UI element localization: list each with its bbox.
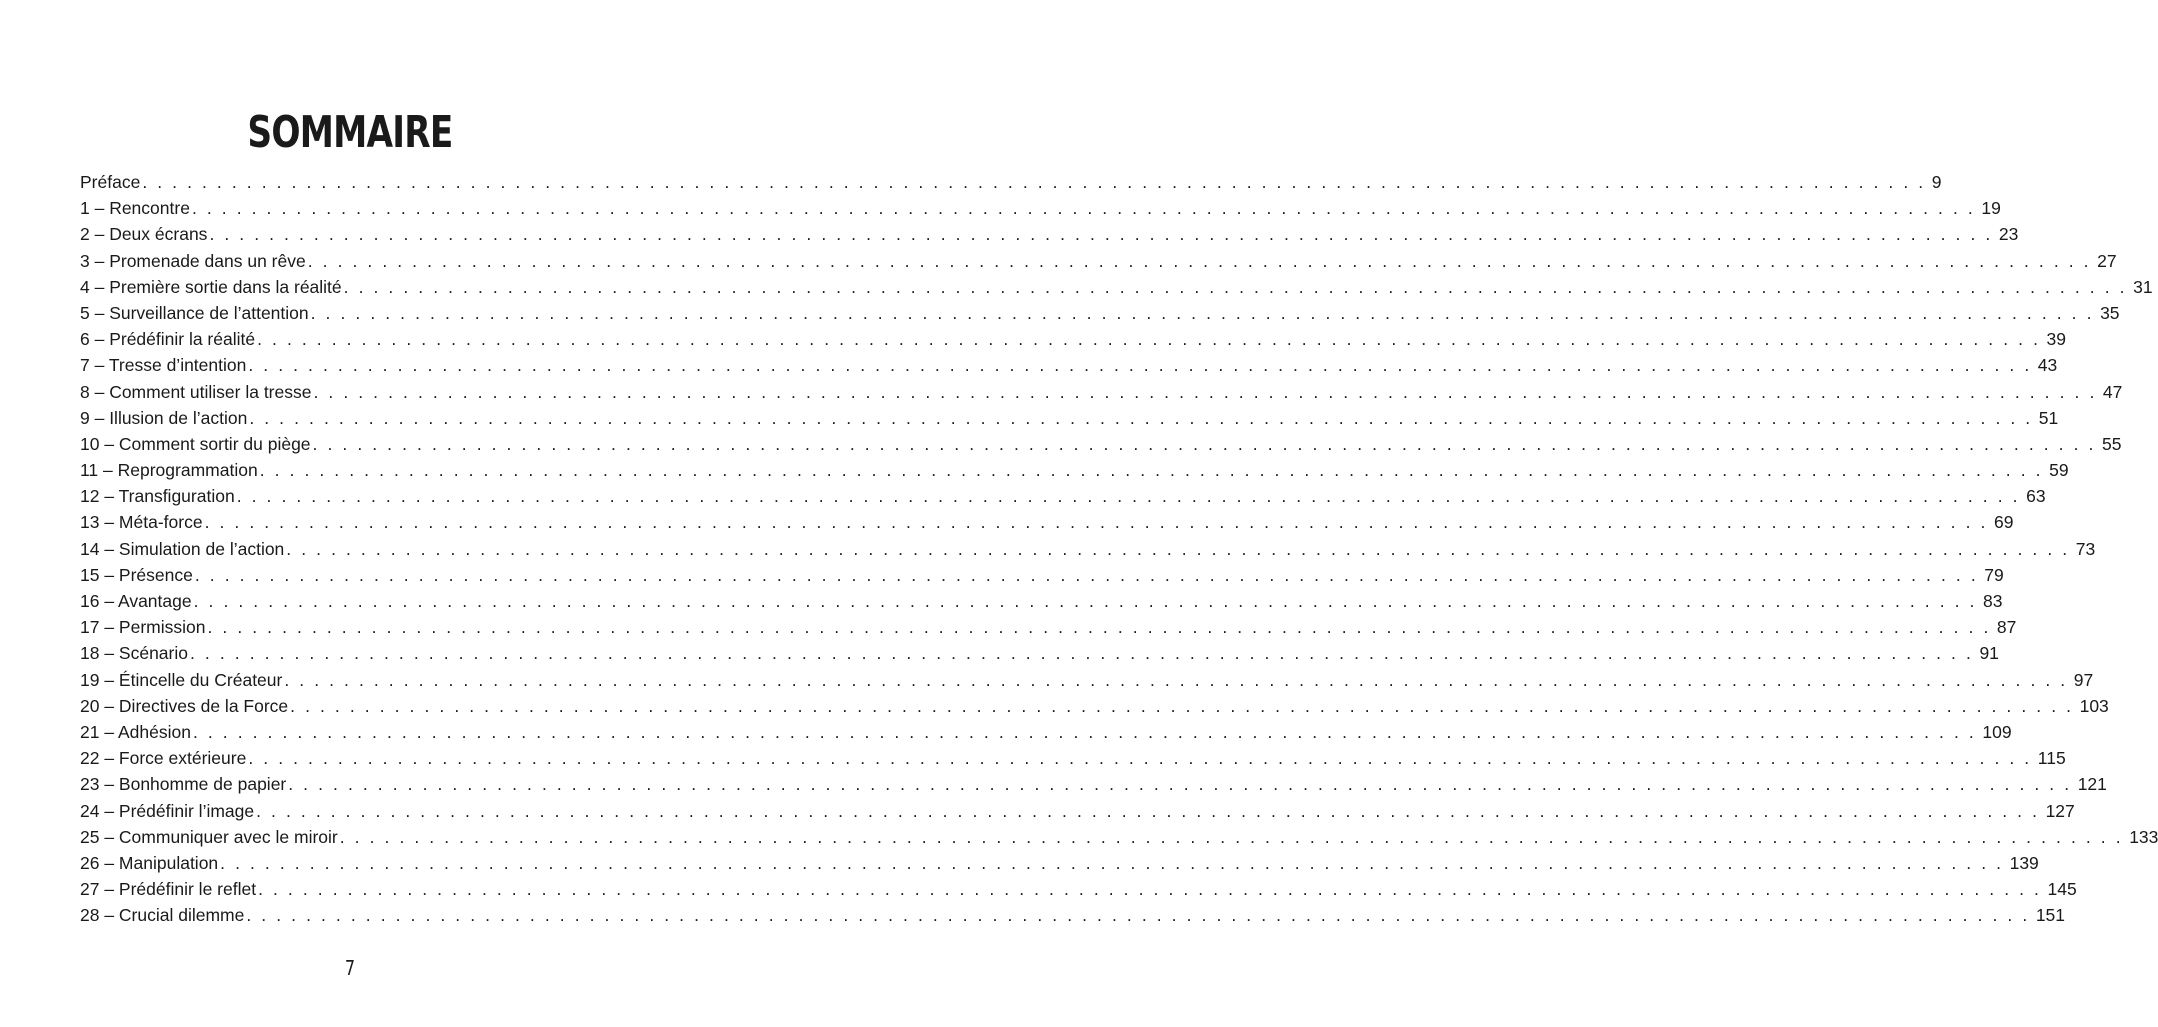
dot-leader: . . . . . . . . . . . . . . . . . . . . . . . . . . . . . . . . . . . . . . . . . . . . . . . . . . . . . . . . . . . . . . . . . . . . . . . . . . . . . . . . . . . . . . . . . . . . . . . . . . . . . . . . . . . . . . . . . . . . . . . . <box>310 302 2095 323</box>
dot-leader: . . . . . . . . . . . . . . . . . . . . . . . . . . . . . . . . . . . . . . . . . . . . . . . . . . . . . . . . . . . . . . . . . . . . . . . . . . . . . . . . . . . . . . . . . . . . . . . . . . . . . . . . . . . . . . . . . . . . . . . . <box>257 329 2041 350</box>
dot-leader: . . . . . . . . . . . . . . . . . . . . . . . . . . . . . . . . . . . . . . . . . . . . . . . . . . . . . . . . . . . . . . . . . . . . . . . . . . . . . . . . . . . . . . . . . . . . . . . . . . . . . . . . . . . . . . . . . . . . . . . . <box>307 250 2092 271</box>
toc-entry-label: 12 – Transfiguration <box>80 486 235 507</box>
dot-leader: . . . . . . . . . . . . . . . . . . . . . . . . . . . . . . . . . . . . . . . . . . . . . . . . . . . . . . . . . . . . . . . . . . . . . . . . . . . . . . . . . . . . . . . . . . . . . . . . . . . . . . . . . . . . . . . . . . . . . . . . <box>248 355 2032 376</box>
page-title: SOMMAIRE <box>247 107 453 159</box>
toc-entry-page: 73 <box>2075 538 2096 559</box>
toc-entry <box>80 719 2012 745</box>
dot-leader: . . . . . . . . . . . . . . . . . . . . . . . . . . . . . . . . . . . . . . . . . . . . . . . . . . . . . . . . . . . . . . . . . . . . . . . . . . . . . . . . . . . . . . . . . . . . . . . . . . . . . . . . . . . . . . . . . . . . . . . . <box>258 879 2042 900</box>
toc-entry <box>80 352 2058 378</box>
dot-leader: . . . . . . . . . . . . . . . . . . . . . . . . . . . . . . . . . . . . . . . . . . . . . . . . . . . . . . . . . . . . . . . . . . . . . . . . . . . . . . . . . . . . . . . . . . . . . . . . . . . . . . . . . . . . . . . . . . . . . . . . <box>190 643 1974 664</box>
toc-entry <box>80 850 2039 876</box>
toc-entry-page: 83 <box>1983 591 2003 611</box>
dot-leader: . . . . . . . . . . . . . . . . . . . . . . . . . . . . . . . . . . . . . . . . . . . . . . . . . . . . . . . . . . . . . . . . . . . . . . . . . . . . . . . . . . . . . . . . . . . . . . . . . . . . . . . . . . . . . . . . . . . . . . . . <box>249 407 2033 428</box>
toc-entry-label: 2 – Deux écrans <box>80 224 208 245</box>
toc-entry-page: 19 <box>1981 198 2001 219</box>
toc-entry-label: 6 – Prédéfinir la réalité <box>80 329 256 350</box>
dot-leader: . . . . . . . . . . . . . . . . . . . . . . . . . . . . . . . . . . . . . . . . . . . . . . . . . . . . . . . . . . . . . . . . . . . . . . . . . . . . . . . . . . . . . . . . . . . . . . . . . . . . . . . . . . . . . . . . . . . . . . . . <box>284 669 2068 690</box>
dot-leader: . . . . . . . . . . . . . . . . . . . . . . . . . . . . . . . . . . . . . . . . . . . . . . . . . . . . . . . . . . . . . . . . . . . . . . . . . . . . . . . . . . . . . . . . . . . . . . . . . . . . . . . . . . . . . . . . . . . . . . . . <box>286 538 2070 559</box>
toc-entry-label: 14 – Simulation de l’action <box>80 538 285 559</box>
toc-entry-label: 22 – Force extérieure <box>80 748 247 769</box>
toc-entry-page: 97 <box>2073 669 2094 690</box>
table-of-contents <box>80 169 2158 928</box>
toc-entry <box>80 614 2017 640</box>
toc-entry <box>80 379 2123 405</box>
toc-entry-page: 127 <box>2045 800 2075 821</box>
dot-leader: . . . . . . . . . . . . . . . . . . . . . . . . . . . . . . . . . . . . . . . . . . . . . . . . . . . . . . . . . . . . . . . . . . . . . . . . . . . . . . . . . . . . . . . . . . . . . . . . . . . . . . . . . . . . . . . . . . . . . . . . <box>259 460 2044 481</box>
dot-leader: . . . . . . . . . . . . . . . . . . . . . . . . . . . . . . . . . . . . . . . . . . . . . . . . . . . . . . . . . . . . . . . . . . . . . . . . . . . . . . . . . . . . . . . . . . . . . . . . . . . . . . . . . . . . . . . . . . . . . . . . <box>220 852 2004 873</box>
toc-entry-label: 10 – Comment sortir du piège <box>80 433 311 454</box>
toc-entry-page: 63 <box>2026 486 2046 507</box>
toc-entry-page: 9 <box>1931 172 1942 192</box>
toc-entry-page: 55 <box>2101 433 2122 454</box>
toc-entry-label: 21 – Adhésion <box>80 721 191 742</box>
toc-entry-page: 27 <box>2097 250 2117 271</box>
toc-entry-label: Préface <box>80 172 141 192</box>
dot-leader: . . . . . . . . . . . . . . . . . . . . . . . . . . . . . . . . . . . . . . . . . . . . . . . . . . . . . . . . . . . . . . . . . . . . . . . . . . . . . . . . . . . . . . . . . . . . . . . . . . . . . . . . . . . . . . . . . . . . . . . . <box>194 564 1979 585</box>
dot-leader: . . . . . . . . . . . . . . . . . . . . . . . . . . . . . . . . . . . . . . . . . . . . . . . . . . . . . . . . . . . . . . . . . . . . . . . . . . . . . . . . . . . . . . . . . . . . . . . . . . . . . . . . . . . . . . . . . . . . . . . . <box>313 381 2097 402</box>
dot-leader: . . . . . . . . . . . . . . . . . . . . . . . . . . . . . . . . . . . . . . . . . . . . . . . . . . . . . . . . . . . . . . . . . . . . . . . . . . . . . . . . . . . . . . . . . . . . . . . . . . . . . . . . . . . . . . . . . . . . . . . . <box>192 721 1977 742</box>
toc-entry-label: 18 – Scénario <box>80 643 188 664</box>
toc-entry-label: 24 – Prédéfinir l’image <box>80 800 255 821</box>
toc-entry-label: 23 – Bonhomme de papier <box>80 774 287 795</box>
toc-entry <box>80 326 2067 352</box>
toc-entry-label: 4 – Première sortie dans la réalité <box>80 276 342 297</box>
toc-entry <box>80 824 2158 850</box>
toc-entry-page: 139 <box>2009 852 2039 873</box>
dot-leader: . . . . . . . . . . . . . . . . . . . . . . . . . . . . . . . . . . . . . . . . . . . . . . . . . . . . . . . . . . . . . . . . . . . . . . . . . . . . . . . . . . . . . . . . . . . . . . . . . . . . . . . . . . . . . . . . . . . . . . . . <box>209 224 1993 245</box>
dot-leader: . . . . . . . . . . . . . . . . . . . . . . . . . . . . . . . . . . . . . . . . . . . . . . . . . . . . . . . . . . . . . . . . . . . . . . . . . . . . . . . . . . . . . . . . . . . . . . . . . . . . . . . . . . . . . . . . . . . . . . . . <box>236 486 2021 507</box>
toc-entry-label: 8 – Comment utiliser la tresse <box>80 381 312 402</box>
toc-entry <box>80 483 2046 509</box>
toc-entry-label: 16 – Avantage <box>80 591 192 611</box>
toc-entry <box>80 693 2109 719</box>
toc-entry-label: 1 – Rencontre <box>80 198 190 219</box>
toc-entry <box>80 667 2094 693</box>
dot-leader: . . . . . . . . . . . . . . . . . . . . . . . . . . . . . . . . . . . . . . . . . . . . . . . . . . . . . . . . . . . . . . . . . . . . . . . . . . . . . . . . . . . . . . . . . . . . . . . . . . . . . . . . . . . . . . . . . . . . . . . . <box>207 617 1991 638</box>
dot-leader: . . . . . . . . . . . . . . . . . . . . . . . . . . . . . . . . . . . . . . . . . . . . . . . . . . . . . . . . . . . . . . . . . . . . . . . . . . . . . . . . . . . . . . . . . . . . . . . . . . . . . . . . . . . . . . . . . . . . . . . . <box>339 826 2124 847</box>
toc-entry <box>80 248 2117 274</box>
toc-entry-label: 19 – Étincelle du Créateur <box>80 669 283 690</box>
dot-leader: . . . . . . . . . . . . . . . . . . . . . . . . . . . . . . . . . . . . . . . . . . . . . . . . . . . . . . . . . . . . . . . . . . . . . . . . . . . . . . . . . . . . . . . . . . . . . . . . . . . . . . . . . . . . . . . . . . . . . . . . <box>193 591 1978 611</box>
toc-entry <box>80 876 2077 902</box>
toc-entry-label: 20 – Directives de la Force <box>80 695 289 716</box>
dot-leader: . . . . . . . . . . . . . . . . . . . . . . . . . . . . . . . . . . . . . . . . . . . . . . . . . . . . . . . . . . . . . . . . . . . . . . . . . . . . . . . . . . . . . . . . . . . . . . . . . . . . . . . . . . . . . . . . . . . . . . . . <box>312 433 2096 454</box>
toc-entry-label: 27 – Prédéfinir le reflet <box>80 879 257 900</box>
toc-entry <box>80 771 2107 797</box>
toc-entry-page: 151 <box>2035 905 2066 926</box>
toc-entry <box>80 431 2122 457</box>
toc-entry-label: 26 – Manipulation <box>80 852 219 873</box>
toc-entry-page: 103 <box>2079 695 2109 716</box>
toc-entry <box>80 509 2014 535</box>
toc-entry-page: 145 <box>2047 879 2077 900</box>
page-number: 7 <box>344 956 356 980</box>
toc-entry-label: 28 – Crucial dilemme <box>80 905 245 926</box>
toc-entry-page: 31 <box>2133 276 2153 297</box>
toc-entry <box>80 457 2069 483</box>
dot-leader: . . . . . . . . . . . . . . . . . . . . . . . . . . . . . . . . . . . . . . . . . . . . . . . . . . . . . . . . . . . . . . . . . . . . . . . . . . . . . . . . . . . . . . . . . . . . . . . . . . . . . . . . . . . . . . . . . . . . . . . . <box>343 276 2128 297</box>
dot-leader: . . . . . . . . . . . . . . . . . . . . . . . . . . . . . . . . . . . . . . . . . . . . . . . . . . . . . . . . . . . . . . . . . . . . . . . . . . . . . . . . . . . . . . . . . . . . . . . . . . . . . . . . . . . . . . . . . . . . . . . . <box>142 172 1926 192</box>
toc-entry-label: 25 – Communiquer avec le miroir <box>80 826 338 847</box>
toc-entry <box>80 640 1999 666</box>
dot-leader: . . . . . . . . . . . . . . . . . . . . . . . . . . . . . . . . . . . . . . . . . . . . . . . . . . . . . . . . . . . . . . . . . . . . . . . . . . . . . . . . . . . . . . . . . . . . . . . . . . . . . . . . . . . . . . . . . . . . . . . . <box>246 905 2030 926</box>
toc-entry-page: 87 <box>1996 617 2017 638</box>
toc-entry-label: 11 – Reprogrammation <box>80 460 258 481</box>
toc-entry <box>80 562 2004 588</box>
dot-leader: . . . . . . . . . . . . . . . . . . . . . . . . . . . . . . . . . . . . . . . . . . . . . . . . . . . . . . . . . . . . . . . . . . . . . . . . . . . . . . . . . . . . . . . . . . . . . . . . . . . . . . . . . . . . . . . . . . . . . . . . <box>256 800 2040 821</box>
toc-entry-label: 15 – Présence <box>80 564 193 585</box>
toc-entry-label: 13 – Méta-force <box>80 512 203 533</box>
toc-entry <box>80 405 2059 431</box>
toc-entry-page: 23 <box>1998 224 2019 245</box>
toc-entry-page: 47 <box>2102 381 2123 402</box>
toc-entry-page: 109 <box>1982 721 2012 742</box>
toc-entry <box>80 536 2096 562</box>
toc-entry <box>80 195 2001 221</box>
toc-entry-page: 69 <box>1994 512 2014 533</box>
toc-entry-page: 91 <box>1979 643 1999 664</box>
toc-entry-page: 51 <box>2038 407 2059 428</box>
toc-entry-label: 17 – Permission <box>80 617 206 638</box>
toc-entry-label: 5 – Surveillance de l’attention <box>80 302 309 323</box>
toc-entry-label: 3 – Promenade dans un rêve <box>80 250 306 271</box>
toc-entry <box>80 300 2120 326</box>
toc-entry-page: 35 <box>2100 302 2120 323</box>
toc-entry-page: 39 <box>2046 329 2067 350</box>
toc-entry-label: 9 – Illusion de l’action <box>80 407 248 428</box>
toc-entry <box>80 588 2003 614</box>
toc-entry <box>80 745 2066 771</box>
dot-leader: . . . . . . . . . . . . . . . . . . . . . . . . . . . . . . . . . . . . . . . . . . . . . . . . . . . . . . . . . . . . . . . . . . . . . . . . . . . . . . . . . . . . . . . . . . . . . . . . . . . . . . . . . . . . . . . . . . . . . . . . <box>248 748 2032 769</box>
toc-entry-page: 59 <box>2049 460 2069 481</box>
toc-entry-page: 43 <box>2037 355 2058 376</box>
toc-entry <box>80 274 2153 300</box>
toc-entry <box>80 902 2066 928</box>
dot-leader: . . . . . . . . . . . . . . . . . . . . . . . . . . . . . . . . . . . . . . . . . . . . . . . . . . . . . . . . . . . . . . . . . . . . . . . . . . . . . . . . . . . . . . . . . . . . . . . . . . . . . . . . . . . . . . . . . . . . . . . . <box>191 198 1976 219</box>
toc-entry <box>80 798 2075 824</box>
toc-entry-page: 133 <box>2129 826 2158 847</box>
toc-entry-page: 115 <box>2037 748 2066 769</box>
toc-entry-label: 7 – Tresse d’intention <box>80 355 247 376</box>
toc-entry <box>80 221 2019 247</box>
toc-entry-page: 79 <box>1984 564 2004 585</box>
toc-entry <box>80 169 1942 195</box>
dot-leader: . . . . . . . . . . . . . . . . . . . . . . . . . . . . . . . . . . . . . . . . . . . . . . . . . . . . . . . . . . . . . . . . . . . . . . . . . . . . . . . . . . . . . . . . . . . . . . . . . . . . . . . . . . . . . . . . . . . . . . . . <box>204 512 1988 533</box>
toc-entry-page: 121 <box>2077 774 2107 795</box>
dot-leader: . . . . . . . . . . . . . . . . . . . . . . . . . . . . . . . . . . . . . . . . . . . . . . . . . . . . . . . . . . . . . . . . . . . . . . . . . . . . . . . . . . . . . . . . . . . . . . . . . . . . . . . . . . . . . . . . . . . . . . . . <box>288 774 2072 795</box>
dot-leader: . . . . . . . . . . . . . . . . . . . . . . . . . . . . . . . . . . . . . . . . . . . . . . . . . . . . . . . . . . . . . . . . . . . . . . . . . . . . . . . . . . . . . . . . . . . . . . . . . . . . . . . . . . . . . . . . . . . . . . . . <box>290 695 2074 716</box>
